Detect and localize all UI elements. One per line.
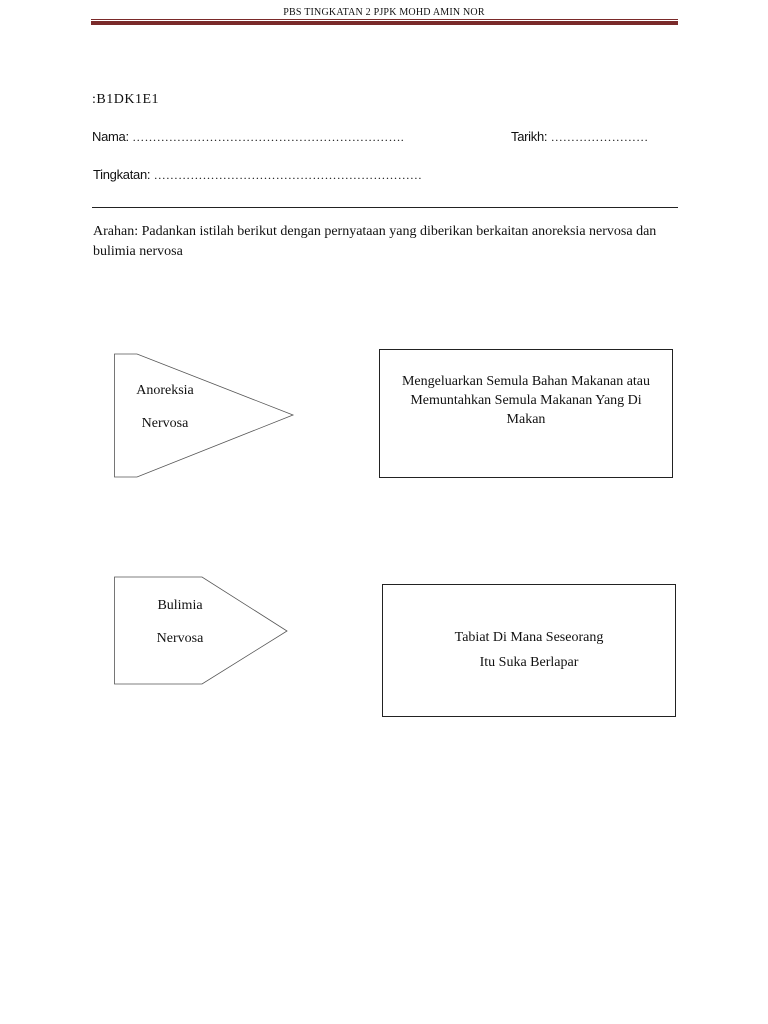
statement-2-line1: Tabiat Di Mana Seseorang (454, 630, 604, 645)
term-bulimia-line1: Bulimia (157, 598, 203, 613)
statement-1-text: Mengeluarkan Semula Bahan Makanan atau Memuntahkan Semula Makanan Yang Di Makan (401, 374, 651, 427)
statement-box-1 (379, 349, 673, 478)
statement-box-2 (382, 584, 676, 717)
document-header: PBS TINGKATAN 2 PJPK MOHD AMIN NOR (283, 7, 485, 18)
tingkatan-dots: ………………………………………………………… (153, 168, 423, 182)
tarikh-dots: …………………… (550, 130, 649, 144)
term-anoreksia-line1: Anoreksia (136, 383, 194, 398)
term-bulimia-line2: Nervosa (156, 631, 204, 646)
header-rule-thin (91, 19, 678, 20)
activity-code: :B1DK1E1 (92, 92, 159, 107)
tarikh-label: Tarikh: (511, 129, 548, 144)
nama-label: Nama: (92, 129, 129, 144)
tingkatan-field[interactable] (93, 167, 422, 184)
nama-field[interactable] (92, 129, 404, 146)
instruction-text: Arahan: Padankan istilah berikut dengan pernyataan yang diberikan berkaitan anoreksia nervosa dan bulimia nervosa (93, 224, 657, 259)
header-rule-thick (91, 21, 678, 25)
tingkatan-label: Tingkatan: (93, 167, 151, 182)
term-anoreksia-line2: Nervosa (141, 416, 189, 431)
tarikh-field[interactable] (511, 129, 648, 146)
nama-dots: …………………………………………………………. (132, 130, 404, 144)
section-divider (92, 207, 678, 208)
statement-2-line2: Itu Suka Berlapar (479, 655, 579, 670)
